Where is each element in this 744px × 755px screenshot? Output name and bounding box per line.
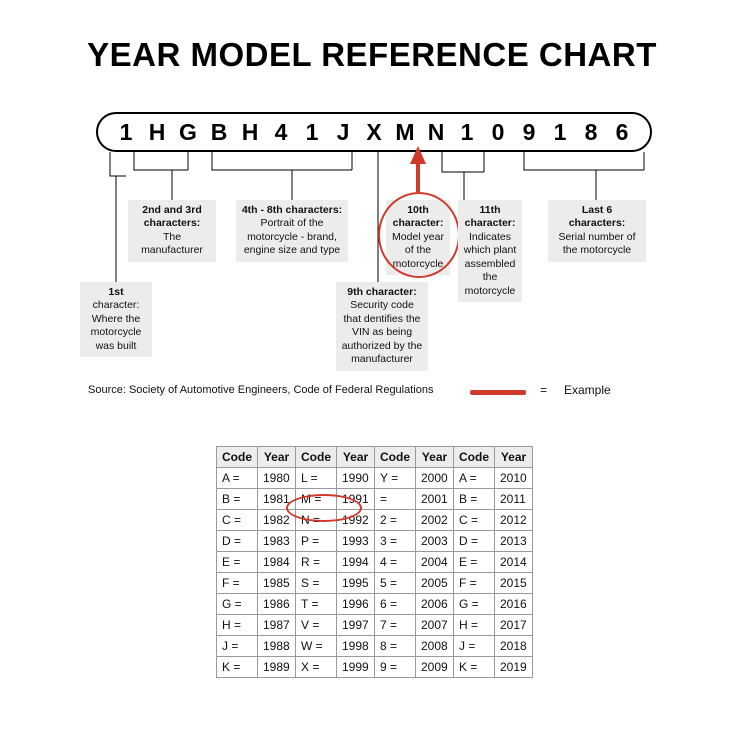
cell-year: 1992 bbox=[337, 510, 375, 531]
table-row bbox=[217, 552, 533, 573]
callout-last-6-characters bbox=[548, 200, 646, 262]
cell-year: 2004 bbox=[416, 552, 454, 573]
cell-code: T = bbox=[296, 594, 337, 615]
cell-code: K = bbox=[454, 657, 495, 678]
cell-year: 2015 bbox=[495, 573, 533, 594]
cell-code: A = bbox=[217, 468, 258, 489]
vin-char-17: 6 bbox=[615, 118, 629, 145]
cell-year: 2006 bbox=[416, 594, 454, 615]
source-note: Source: Society of Automotive Engineers, Code of Federal Regulations bbox=[88, 384, 434, 396]
cell-code: N = bbox=[296, 510, 337, 531]
callout-9th-body: Security code that dentifies the VIN as being authorized by the manufacturer bbox=[341, 299, 423, 366]
cell-code: W = bbox=[296, 636, 337, 657]
cell-code: E = bbox=[217, 552, 258, 573]
callout-last-6-heading: Last 6 characters: bbox=[568, 204, 626, 230]
callout-1st-character bbox=[80, 282, 152, 357]
cell-code: D = bbox=[454, 531, 495, 552]
cell-code: 9 = bbox=[375, 657, 416, 678]
cell-code: J = bbox=[454, 636, 495, 657]
callout-10th-heading: 10th character: bbox=[392, 204, 444, 230]
cell-code: 5 = bbox=[375, 573, 416, 594]
cell-code: L = bbox=[296, 468, 337, 489]
callout-1st-heading: 1st bbox=[108, 286, 124, 298]
vin-char-4: B bbox=[210, 118, 228, 145]
cell-code: C = bbox=[454, 510, 495, 531]
cell-year: 2012 bbox=[495, 510, 533, 531]
cell-year: 1983 bbox=[258, 531, 296, 552]
vin-char-12: 1 bbox=[460, 118, 474, 145]
cell-code: 4 = bbox=[375, 552, 416, 573]
cell-code: A = bbox=[454, 468, 495, 489]
cell-year: 2000 bbox=[416, 468, 454, 489]
cell-year: 2009 bbox=[416, 657, 454, 678]
col-header-code-2: Code bbox=[296, 447, 337, 468]
callout-last-6-body: Serial number of the motorcycle bbox=[558, 230, 636, 257]
highlight-circle-10th-character bbox=[378, 192, 460, 278]
table-row bbox=[217, 489, 533, 510]
legend-equals-sign: = bbox=[540, 383, 548, 397]
vin-char-7: 1 bbox=[305, 118, 319, 145]
vin-char-10: M bbox=[395, 118, 415, 145]
table-row bbox=[217, 510, 533, 531]
year-code-table bbox=[216, 446, 533, 678]
callout-10th-body: Model year of the motorcycle bbox=[392, 230, 444, 270]
col-header-year-3: Year bbox=[416, 447, 454, 468]
cell-year: 1981 bbox=[258, 489, 296, 510]
vin-char-13: 0 bbox=[491, 118, 505, 145]
callout-11th-character bbox=[458, 200, 522, 302]
cell-year: 2002 bbox=[416, 510, 454, 531]
legend-red-line-swatch bbox=[470, 390, 526, 395]
cell-year: 2003 bbox=[416, 531, 454, 552]
cell-code: R = bbox=[296, 552, 337, 573]
cell-year: 1994 bbox=[337, 552, 375, 573]
vin-char-14: 9 bbox=[522, 118, 536, 145]
vin-char-8: J bbox=[336, 118, 350, 145]
callout-11th-body: Indicates which plant assembled the motorcycle bbox=[463, 230, 517, 297]
cell-code: J = bbox=[217, 636, 258, 657]
cell-year: 1987 bbox=[258, 615, 296, 636]
cell-code: B = bbox=[454, 489, 495, 510]
table-header-row bbox=[217, 447, 533, 468]
cell-code: B = bbox=[217, 489, 258, 510]
cell-year: 1982 bbox=[258, 510, 296, 531]
cell-year: 1998 bbox=[337, 636, 375, 657]
cell-code: K = bbox=[217, 657, 258, 678]
cell-year: 1980 bbox=[258, 468, 296, 489]
table-row bbox=[217, 636, 533, 657]
legend-label: Example bbox=[564, 383, 611, 397]
cell-year: 2014 bbox=[495, 552, 533, 573]
cell-code: F = bbox=[217, 573, 258, 594]
cell-year: 1997 bbox=[337, 615, 375, 636]
vin-char-1: 1 bbox=[119, 118, 133, 145]
col-header-code-1: Code bbox=[217, 447, 258, 468]
col-header-code-3: Code bbox=[375, 447, 416, 468]
cell-code: = bbox=[375, 489, 416, 510]
cell-year: 2005 bbox=[416, 573, 454, 594]
cell-year: 2013 bbox=[495, 531, 533, 552]
cell-code: D = bbox=[217, 531, 258, 552]
cell-code-highlighted: M = bbox=[296, 489, 337, 510]
cell-code: 8 = bbox=[375, 636, 416, 657]
cell-code: 6 = bbox=[375, 594, 416, 615]
cell-year: 2016 bbox=[495, 594, 533, 615]
cell-code: E = bbox=[454, 552, 495, 573]
vin-char-11: N bbox=[427, 118, 445, 145]
cell-year: 2019 bbox=[495, 657, 533, 678]
cell-code: P = bbox=[296, 531, 337, 552]
callout-9th-character bbox=[336, 282, 428, 371]
page-title: YEAR MODEL REFERENCE CHART bbox=[87, 36, 657, 73]
vin-char-15: 1 bbox=[553, 118, 567, 145]
cell-year: 1989 bbox=[258, 657, 296, 678]
cell-year: 1988 bbox=[258, 636, 296, 657]
cell-code: 3 = bbox=[375, 531, 416, 552]
vin-char-16: 8 bbox=[584, 118, 598, 145]
table-row bbox=[217, 657, 533, 678]
cell-year: 2010 bbox=[495, 468, 533, 489]
table-row bbox=[217, 594, 533, 615]
cell-year: 1985 bbox=[258, 573, 296, 594]
vin-char-3: G bbox=[179, 118, 197, 145]
vin-char-2: H bbox=[148, 118, 166, 145]
cell-code: S = bbox=[296, 573, 337, 594]
table-row bbox=[217, 615, 533, 636]
cell-code: 7 = bbox=[375, 615, 416, 636]
cell-year: 2017 bbox=[495, 615, 533, 636]
cell-code: X = bbox=[296, 657, 337, 678]
callout-9th-heading: 9th character: bbox=[347, 286, 417, 298]
callout-4th-8th-characters bbox=[236, 200, 348, 262]
col-header-year-2: Year bbox=[337, 447, 375, 468]
callout-2nd-3rd-body: The manufacturer bbox=[141, 230, 203, 257]
callout-4th-8th-heading: 4th - 8th characters: bbox=[241, 204, 343, 216]
vin-char-9: X bbox=[366, 118, 382, 145]
cell-year: 2001 bbox=[416, 489, 454, 510]
cell-year: 2007 bbox=[416, 615, 454, 636]
cell-year: 2008 bbox=[416, 636, 454, 657]
cell-year-highlighted: 1991 bbox=[337, 489, 375, 510]
cell-year: 1986 bbox=[258, 594, 296, 615]
cell-year: 1999 bbox=[337, 657, 375, 678]
col-header-code-4: Code bbox=[454, 447, 495, 468]
cell-code: Y = bbox=[375, 468, 416, 489]
col-header-year-4: Year bbox=[495, 447, 533, 468]
col-header-year-1: Year bbox=[258, 447, 296, 468]
cell-year: 1993 bbox=[337, 531, 375, 552]
callout-1st-body: character: Where the motorcycle was built bbox=[90, 299, 142, 352]
vin-char-6: 4 bbox=[274, 118, 288, 145]
cell-code: V = bbox=[296, 615, 337, 636]
cell-year: 1996 bbox=[337, 594, 375, 615]
callout-4th-8th-body: Portrait of the motorcycle - brand, engine size and type bbox=[243, 217, 341, 257]
cell-code: 2 = bbox=[375, 510, 416, 531]
table-row bbox=[217, 468, 533, 489]
cell-year: 1995 bbox=[337, 573, 375, 594]
callout-2nd-3rd-heading: 2nd and 3rd characters: bbox=[142, 204, 202, 230]
cell-year: 1984 bbox=[258, 552, 296, 573]
callout-11th-heading: 11th character: bbox=[464, 204, 516, 230]
table-row bbox=[217, 573, 533, 594]
cell-code: F = bbox=[454, 573, 495, 594]
cell-year: 1990 bbox=[337, 468, 375, 489]
cell-code: G = bbox=[454, 594, 495, 615]
cell-year: 2011 bbox=[495, 489, 533, 510]
cell-code: C = bbox=[217, 510, 258, 531]
callout-2nd-3rd-characters bbox=[128, 200, 216, 262]
table-row bbox=[217, 531, 533, 552]
cell-year: 2018 bbox=[495, 636, 533, 657]
cell-code: H = bbox=[454, 615, 495, 636]
vin-char-5: H bbox=[241, 118, 259, 145]
cell-code: G = bbox=[217, 594, 258, 615]
cell-code: H = bbox=[217, 615, 258, 636]
vin-character-row bbox=[96, 112, 652, 152]
